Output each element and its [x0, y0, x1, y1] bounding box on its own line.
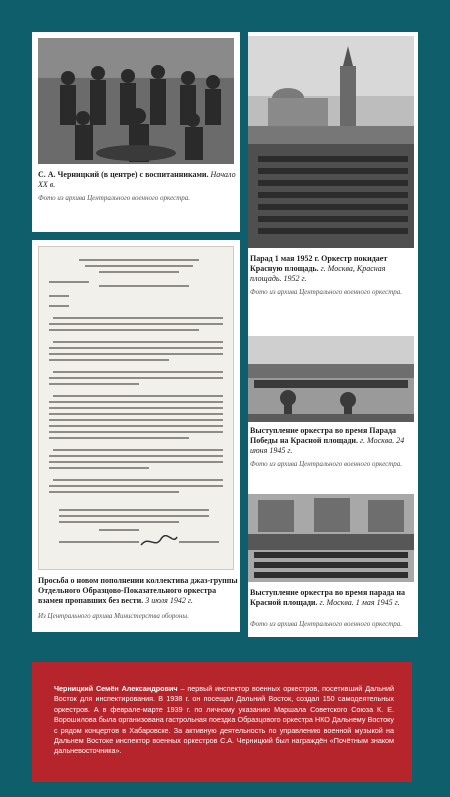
doc-source: Из Центрального архива Министерства обороны. [38, 612, 189, 620]
document-card [32, 240, 240, 632]
photo-parade-1952 [248, 36, 414, 248]
photo4-caption-date: г. Москва. 1 мая 1945 г. [319, 598, 400, 607]
photo-parade-1945 [248, 494, 414, 582]
parade-1945-image [248, 494, 414, 582]
doc-caption-date: 3 июля 1942 г. [145, 596, 193, 605]
biography-name: Черницкий Семён Александрович [54, 684, 178, 693]
photo3-caption [250, 426, 414, 456]
photo4-source: Фото из архива Центрального военного оркестра. [250, 620, 403, 628]
photo3-source: Фото из архива Центрального военного оркестра. [250, 460, 403, 468]
photo1-caption-date: Начало XX в. [38, 170, 236, 189]
archive-document-image [38, 246, 234, 570]
doc-caption-title: Просьба о новом пополнении коллектива джаз-группы Отдельного Образцово-Показательного оркестра взамен пропавших без вести. [38, 576, 238, 605]
photo2-caption-title: Парад 1 мая 1952 г. Оркестр покидает Красную площадь. [250, 254, 388, 273]
photo-card-chernitsky [32, 32, 240, 232]
photo-victory-parade [248, 336, 414, 422]
photo3-caption-date: г. Москва. 24 июня 1945 г. [250, 436, 405, 455]
photo1-caption [38, 170, 238, 190]
photo-chernitsky-with-students [38, 38, 234, 164]
victory-parade-image [248, 336, 414, 422]
parade-1952-image [248, 36, 414, 248]
doc-caption [38, 576, 238, 606]
photo4-caption [250, 588, 414, 608]
group-photo-image [38, 38, 234, 164]
biography-text [54, 684, 394, 757]
photo2-source: Фото из архива Центрального военного оркестра. [250, 288, 403, 296]
biography-box [32, 662, 412, 782]
photo3-caption-title: Выступление оркестра во время Парада Победы на Красной площади. [250, 426, 396, 445]
signature-icon [139, 535, 179, 549]
photo4-caption-title: Выступление оркестра во время парада на Красной площади. [250, 588, 405, 607]
photo2-caption [250, 254, 414, 284]
biography-body: – первый инспектор военных оркестров, посетивший Дальний Восток для инспектирования. В 1938 г. он посещал Дальний Восток, создал 150 самодеятельных оркестров. А в феврале-марте 1939 г. по личному указанию Маршала Советского Союза К. Е. Ворошилова была организована гастрольная поездка Образцового оркестра НКО Дальнему Востоку с рядом концертов в Хабаровске. За активную деятельность по управлению военной музыкой на Дальнем Востоке инспектор военных оркестров С.А. Черницкий был награждён «Почётным знаком дальневосточника». [54, 684, 394, 756]
photo2-caption-date: г. Москва, Красная площадь. 1952 г. [250, 264, 386, 283]
photo1-source: Фото из архива Центрального военного оркестра. [38, 194, 191, 202]
photo1-caption-title: С. А. Черницкий (в центре) с воспитанниками. [38, 170, 209, 179]
photo-column-right [248, 32, 418, 637]
